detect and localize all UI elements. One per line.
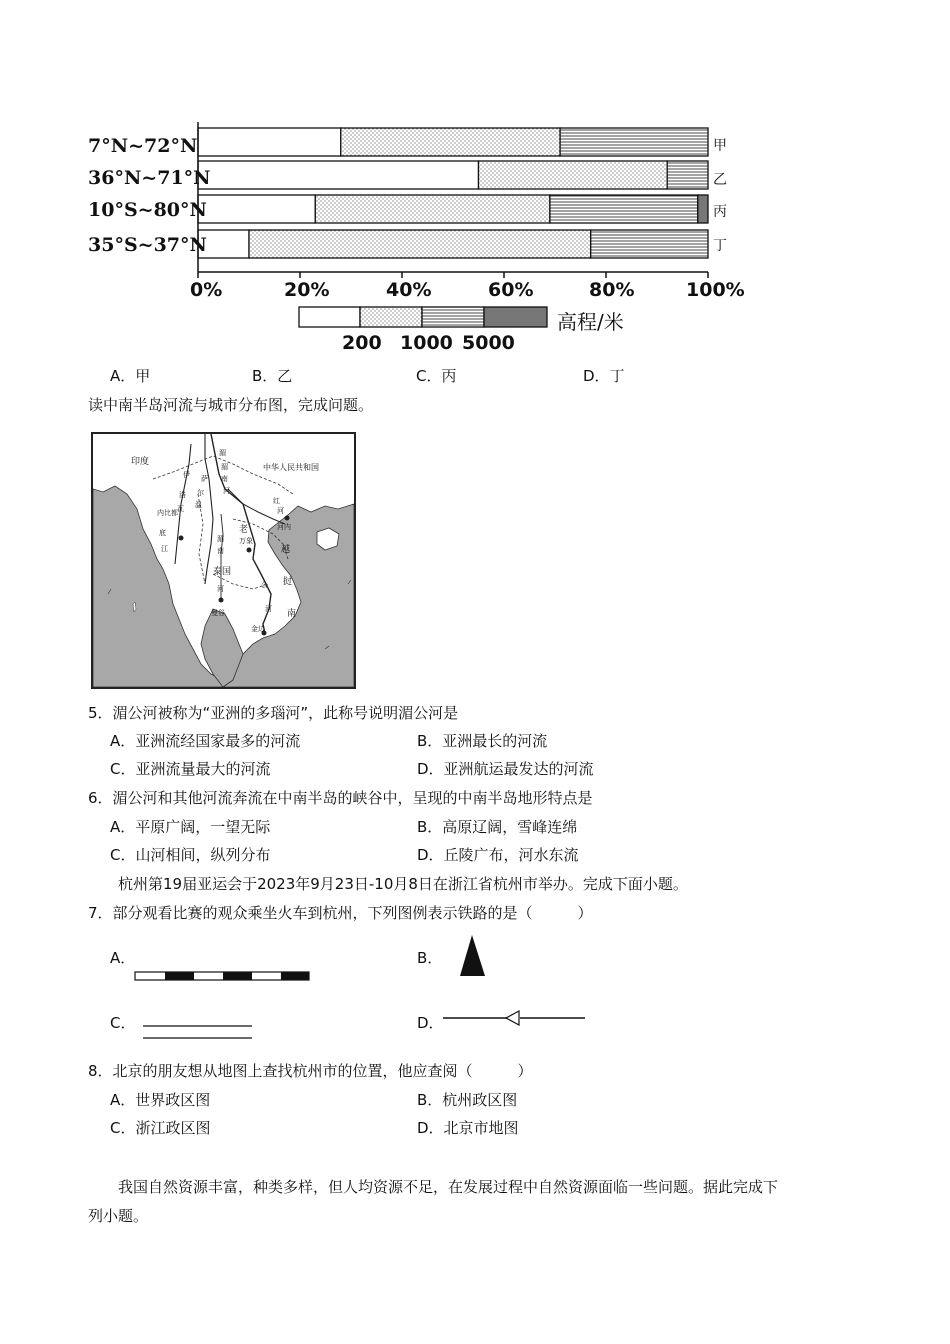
- bar-segment-4-3: [591, 230, 708, 258]
- map-label-chao-2: 南: [217, 547, 224, 555]
- map-label-irrawaddy-3: 瓦: [177, 505, 184, 513]
- bar-label-bing: 丙: [713, 204, 727, 220]
- map-label-bangkok: 曼谷: [211, 609, 225, 617]
- x-tick-60: 60%: [488, 279, 534, 301]
- bar-segment-3-1: [198, 195, 315, 223]
- legend-swatch-2: [360, 307, 422, 327]
- legend-tick-200: 200: [342, 332, 382, 354]
- legend-swatch-1: [299, 307, 360, 327]
- q8-stem: 8．北京的朋友想从地图上查找杭州市的位置，他应查阅（ ）: [88, 1062, 533, 1080]
- bar-segment-3-2: [315, 195, 550, 223]
- q8-option-d: D．北京市地图: [417, 1119, 519, 1137]
- map-label-vietnam-3: 南: [287, 609, 297, 619]
- lat-label-1: 7°N~72°N: [88, 135, 198, 157]
- lat-label-2: 36°N~71°N: [88, 167, 211, 189]
- q7-option-b: B．: [417, 949, 443, 967]
- map-label-chao-3: 河: [217, 585, 224, 593]
- map-label-nu-1: 湄: [221, 463, 228, 471]
- x-tick-0: 0%: [190, 279, 223, 301]
- map-label-red-2: 河: [277, 507, 284, 515]
- legend-swatch-3: [422, 307, 484, 327]
- lat-label-4: 35°S~37°N: [88, 234, 207, 256]
- q7-option-c: C．: [110, 1014, 136, 1032]
- q5-option-c: C．亚洲流量最大的河流: [110, 760, 271, 778]
- map-label-vietnam-1: 越: [281, 545, 291, 555]
- legend-title: 高程/米: [557, 310, 624, 334]
- bar-segment-2-1: [198, 161, 479, 189]
- map-label-red-1: 红: [273, 497, 280, 505]
- map-intro: 读中南半岛河流与城市分布图，完成问题。: [88, 396, 374, 414]
- map-label-thailand: 泰国: [213, 567, 232, 577]
- q5-option-b: B．亚洲最长的河流: [417, 732, 548, 750]
- indochina-map: [91, 432, 356, 689]
- map-label-vientiane: 万象: [239, 537, 253, 545]
- q5-option-d: D．亚洲航运最发达的河流: [417, 760, 594, 778]
- map-label-salween-2: 尔: [197, 489, 204, 497]
- lat-label-3: 10°S~80°N: [88, 199, 207, 221]
- q7-option-a: A．: [110, 949, 136, 967]
- bar-label-ding: 丁: [713, 238, 727, 254]
- map-label-salween-3: 温: [195, 501, 202, 509]
- prev-option-d: D．丁: [583, 367, 625, 385]
- legend-tick-1000: 1000: [400, 332, 453, 354]
- bar-segment-2-2: [479, 161, 668, 189]
- intro-7-8: 杭州第19届亚运会于2023年9月23日-10月8日在浙江省杭州市举办。完成下面小题。: [118, 875, 688, 893]
- legend-tick-5000: 5000: [462, 332, 515, 354]
- x-tick-80: 80%: [589, 279, 635, 301]
- x-tick-100: 100%: [686, 279, 745, 301]
- x-tick-20: 20%: [284, 279, 330, 301]
- map-label-vietnam-2: 挝: [283, 577, 293, 587]
- map-label-irrawaddy-2: 洛: [179, 491, 186, 499]
- bar-label-yi: 乙: [713, 172, 727, 188]
- x-tick-40: 40%: [386, 279, 432, 301]
- q5-stem: 5．湄公河被称为“亚洲的多瑙河”，此称号说明湄公河是: [88, 704, 459, 722]
- q6-option-c: C．山河相间，纵列分布: [110, 846, 271, 864]
- q5-option-a: A．亚洲流经国家最多的河流: [110, 732, 301, 750]
- intro-next-line1: 我国自然资源丰富，种类多样，但人均资源不足，在发展过程中自然资源面临一些问题。据此完成下: [118, 1178, 779, 1196]
- map-label-mekong-2: 公: [261, 581, 268, 589]
- peak-triangle-icon: [460, 935, 485, 976]
- map-label-salween-1: 萨: [201, 475, 208, 483]
- bar-label-jia: 甲: [713, 138, 727, 154]
- map-label-mekong-3: 河: [265, 605, 272, 613]
- map-label-chao-1: 湄: [217, 535, 224, 543]
- railway-symbol: [135, 972, 309, 980]
- bar-segment-1-1: [198, 128, 341, 156]
- q6-stem: 6．湄公河和其他河流奔流在中南半岛的峡谷中，呈现的中南半岛地形特点是: [88, 789, 593, 807]
- q6-option-a: A．平原广阔，一望无际: [110, 818, 271, 836]
- map-label-nu-2: 南: [221, 475, 228, 483]
- q7-stem: 7．部分观看比赛的观众乘坐火车到杭州，下列图例表示铁路的是（ ）: [88, 904, 593, 922]
- q8-option-b: B．杭州政区图: [417, 1091, 518, 1109]
- bar-segment-1-3: [560, 128, 708, 156]
- map-label-laos: 老: [239, 525, 249, 535]
- intro-next-line2: 列小题。: [88, 1207, 149, 1225]
- bar-segment-4-2: [249, 230, 591, 258]
- map-label-naypyidaw: 内比都: [157, 509, 178, 517]
- map-label-phnompenh: 金边: [251, 625, 265, 633]
- map-label-nu-3: 河: [223, 487, 230, 495]
- map-label-hanoi: 河内: [277, 523, 291, 531]
- q6-option-d: D．丘陵广布，河水东流: [417, 846, 579, 864]
- map-label-irrawaddy-5: 江: [161, 545, 168, 553]
- q6-option-b: B．高原辽阔，雪峰连绵: [417, 818, 578, 836]
- map-label-irrawaddy-4: 底: [159, 529, 166, 537]
- map-label-china: 中华人民共和国: [263, 463, 319, 472]
- arrow-line-symbol: [443, 1011, 585, 1025]
- legend-swatch-4: [484, 307, 547, 327]
- bar-segment-3-3: [550, 195, 698, 223]
- map-label-irrawaddy-1: 伊: [183, 471, 190, 479]
- double-line-symbol: [143, 1026, 252, 1038]
- bar-segment-3-4: [698, 195, 708, 223]
- bar-segment-1-2: [341, 128, 560, 156]
- map-label-mekong-1: 湄: [219, 449, 226, 457]
- prev-option-a: A．甲: [110, 367, 151, 385]
- prev-option-b: B．乙: [252, 367, 293, 385]
- q8-option-c: C．浙江政区图: [110, 1119, 211, 1137]
- bar-segment-2-3: [667, 161, 708, 189]
- q8-option-a: A．世界政区图: [110, 1091, 211, 1109]
- prev-option-c: C．丙: [416, 367, 457, 385]
- map-label-india: 印度: [131, 457, 150, 467]
- q7-option-d: D．: [417, 1014, 444, 1032]
